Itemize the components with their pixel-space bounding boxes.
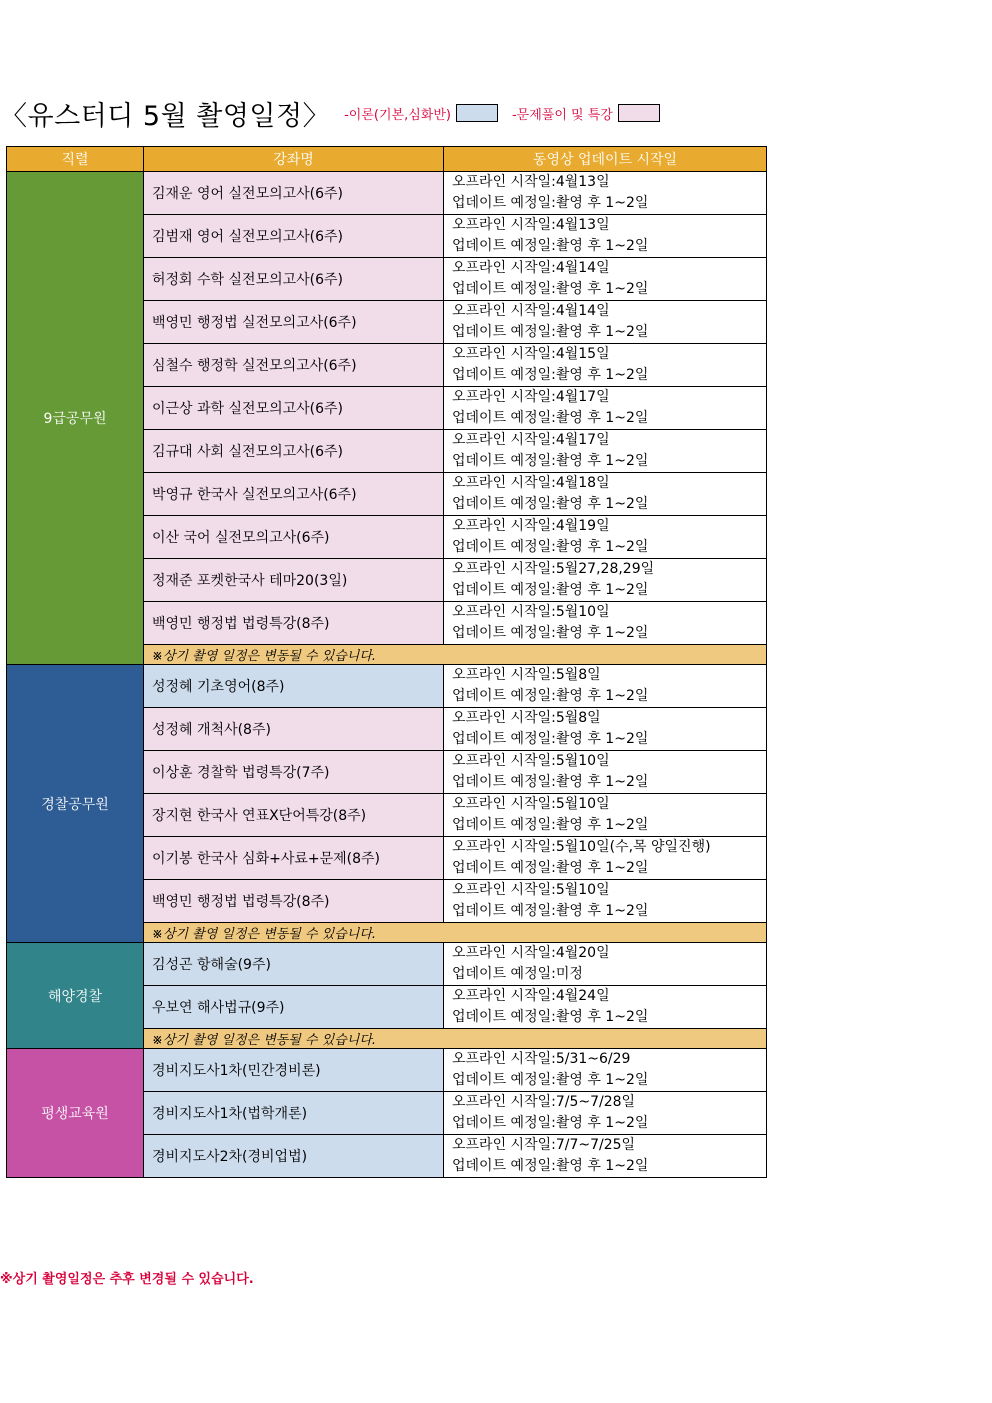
update-schedule-text: 업데이트 예정일:촬영 후 1~2일 (452, 625, 649, 641)
update-schedule-text: 업데이트 예정일:촬영 후 1~2일 (452, 324, 649, 340)
title-row (0, 96, 760, 130)
update-schedule-text: 업데이트 예정일:미정 (452, 966, 583, 982)
update-schedule-text: 업데이트 예정일:촬영 후 1~2일 (452, 238, 649, 254)
offline-start-text: 오프라인 시작일:4월14일 (452, 303, 610, 319)
table-body (7, 172, 767, 1178)
update-schedule-text: 업데이트 예정일:촬영 후 1~2일 (452, 582, 649, 598)
course-name-cell: 정재준 포켓한국사 테마20(3일) (144, 559, 444, 602)
offline-start-text: 오프라인 시작일:5월10일 (452, 796, 610, 812)
schedule-cell (444, 986, 767, 1029)
update-schedule-text: 업데이트 예정일:촬영 후 1~2일 (452, 281, 649, 297)
offline-start-text: 오프라인 시작일:5월8일 (452, 667, 601, 683)
change-notice-text: ※상기 촬영 일정은 변동될 수 있습니다. (144, 645, 767, 665)
course-name-cell: 백영민 행정법 법령특강(8주) (144, 880, 444, 923)
page-title: 〈유스터디 5월 촬영일정〉 (0, 100, 331, 132)
schedule-cell (444, 430, 767, 473)
course-name-cell: 성정혜 기초영어(8주) (144, 665, 444, 708)
header-category: 직렬 (7, 147, 144, 172)
schedule-cell (444, 258, 767, 301)
update-schedule-text: 업데이트 예정일:촬영 후 1~2일 (452, 731, 649, 747)
course-name-cell: 경비지도사1차(법학개론) (144, 1092, 444, 1135)
update-schedule-text: 업데이트 예정일:촬영 후 1~2일 (452, 817, 649, 833)
legend-problem-swatch (618, 104, 660, 122)
offline-start-text: 오프라인 시작일:4월17일 (452, 432, 610, 448)
offline-start-text: 오프라인 시작일:5월8일 (452, 710, 601, 726)
course-name-cell: 우보연 해사법규(9주) (144, 986, 444, 1029)
table-row (7, 1049, 767, 1092)
offline-start-text: 오프라인 시작일:4월18일 (452, 475, 610, 491)
schedule-cell (444, 708, 767, 751)
offline-start-text: 오프라인 시작일:4월14일 (452, 260, 610, 276)
schedule-cell (444, 344, 767, 387)
footer-note: ※상기 촬영일정은 추후 변경될 수 있습니다. (0, 1272, 254, 1287)
schedule-cell (444, 880, 767, 923)
offline-start-text: 오프라인 시작일:5월10일 (452, 753, 610, 769)
course-name-cell: 김성곤 항해술(9주) (144, 943, 444, 986)
offline-start-text: 오프라인 시작일:5/31~6/29 (452, 1051, 631, 1067)
schedule-cell (444, 837, 767, 880)
legend-problem-label: -문제풀이 및 특강 (511, 107, 613, 123)
schedule-cell (444, 387, 767, 430)
table-row (7, 172, 767, 215)
update-schedule-text: 업데이트 예정일:촬영 후 1~2일 (452, 195, 649, 211)
course-name-cell: 이산 국어 실전모의고사(6주) (144, 516, 444, 559)
offline-start-text: 오프라인 시작일:5월27,28,29일 (452, 561, 655, 577)
schedule-cell (444, 602, 767, 645)
update-schedule-text: 업데이트 예정일:촬영 후 1~2일 (452, 1072, 649, 1088)
course-name-cell: 허정회 수학 실전모의고사(6주) (144, 258, 444, 301)
update-schedule-text: 업데이트 예정일:촬영 후 1~2일 (452, 860, 649, 876)
category-cell: 경찰공무원 (7, 665, 144, 943)
table-header-row (7, 147, 767, 172)
offline-start-text: 오프라인 시작일:7/5~7/28일 (452, 1094, 636, 1110)
schedule-cell (444, 301, 767, 344)
schedule-cell (444, 943, 767, 986)
course-name-cell: 이기봉 한국사 심화+사료+문제(8주) (144, 837, 444, 880)
update-schedule-text: 업데이트 예정일:촬영 후 1~2일 (452, 688, 649, 704)
offline-start-text: 오프라인 시작일:4월17일 (452, 389, 610, 405)
offline-start-text: 오프라인 시작일:4월19일 (452, 518, 610, 534)
schedule-cell (444, 794, 767, 837)
header-schedule: 동영상 업데이트 시작일 (444, 147, 767, 172)
schedule-cell (444, 559, 767, 602)
header-course: 강좌명 (144, 147, 444, 172)
legend-theory-swatch (456, 104, 498, 122)
update-schedule-text: 업데이트 예정일:촬영 후 1~2일 (452, 903, 649, 919)
update-schedule-text: 업데이트 예정일:촬영 후 1~2일 (452, 1009, 649, 1025)
schedule-cell (444, 751, 767, 794)
legend-theory-label: -이론(기본,심화반) (344, 107, 451, 123)
offline-start-text: 오프라인 시작일:5월10일 (452, 604, 610, 620)
offline-start-text: 오프라인 시작일:5월10일 (452, 882, 610, 898)
category-cell: 평생교육원 (7, 1049, 144, 1178)
schedule-cell (444, 473, 767, 516)
course-name-cell: 김재운 영어 실전모의고사(6주) (144, 172, 444, 215)
schedule-cell (444, 516, 767, 559)
schedule-cell (444, 1092, 767, 1135)
table-row (7, 943, 767, 986)
category-cell: 해양경찰 (7, 943, 144, 1049)
category-cell: 9급공무원 (7, 172, 144, 665)
update-schedule-text: 업데이트 예정일:촬영 후 1~2일 (452, 367, 649, 383)
course-name-cell: 경비지도사1차(민간경비론) (144, 1049, 444, 1092)
course-name-cell: 이근상 과학 실전모의고사(6주) (144, 387, 444, 430)
offline-start-text: 오프라인 시작일:5월10일(수,목 양일진행) (452, 839, 711, 855)
schedule-cell (444, 1135, 767, 1178)
offline-start-text: 오프라인 시작일:4월24일 (452, 988, 610, 1004)
change-notice-text: ※상기 촬영 일정은 변동될 수 있습니다. (144, 1029, 767, 1049)
update-schedule-text: 업데이트 예정일:촬영 후 1~2일 (452, 539, 649, 555)
course-name-cell: 성정혜 개척사(8주) (144, 708, 444, 751)
offline-start-text: 오프라인 시작일:4월13일 (452, 217, 610, 233)
course-name-cell: 박영규 한국사 실전모의고사(6주) (144, 473, 444, 516)
update-schedule-text: 업데이트 예정일:촬영 후 1~2일 (452, 496, 649, 512)
schedule-cell (444, 215, 767, 258)
update-schedule-text: 업데이트 예정일:촬영 후 1~2일 (452, 453, 649, 469)
offline-start-text: 오프라인 시작일:7/7~7/25일 (452, 1137, 636, 1153)
course-name-cell: 김규대 사회 실전모의고사(6주) (144, 430, 444, 473)
update-schedule-text: 업데이트 예정일:촬영 후 1~2일 (452, 410, 649, 426)
offline-start-text: 오프라인 시작일:4월15일 (452, 346, 610, 362)
table-row (7, 665, 767, 708)
course-name-cell: 이상훈 경찰학 법령특강(7주) (144, 751, 444, 794)
schedule-cell (444, 172, 767, 215)
course-name-cell: 심철수 행정학 실전모의고사(6주) (144, 344, 444, 387)
offline-start-text: 오프라인 시작일:4월20일 (452, 945, 610, 961)
schedule-cell (444, 1049, 767, 1092)
update-schedule-text: 업데이트 예정일:촬영 후 1~2일 (452, 774, 649, 790)
update-schedule-text: 업데이트 예정일:촬영 후 1~2일 (452, 1158, 649, 1174)
schedule-table (6, 146, 767, 1178)
update-schedule-text: 업데이트 예정일:촬영 후 1~2일 (452, 1115, 649, 1131)
course-name-cell: 장지현 한국사 연표X단어특강(8주) (144, 794, 444, 837)
schedule-cell (444, 665, 767, 708)
course-name-cell: 백영민 행정법 실전모의고사(6주) (144, 301, 444, 344)
course-name-cell: 경비지도사2차(경비업법) (144, 1135, 444, 1178)
change-notice-text: ※상기 촬영 일정은 변동될 수 있습니다. (144, 923, 767, 943)
course-name-cell: 백영민 행정법 법령특강(8주) (144, 602, 444, 645)
course-name-cell: 김범재 영어 실전모의고사(6주) (144, 215, 444, 258)
offline-start-text: 오프라인 시작일:4월13일 (452, 174, 610, 190)
